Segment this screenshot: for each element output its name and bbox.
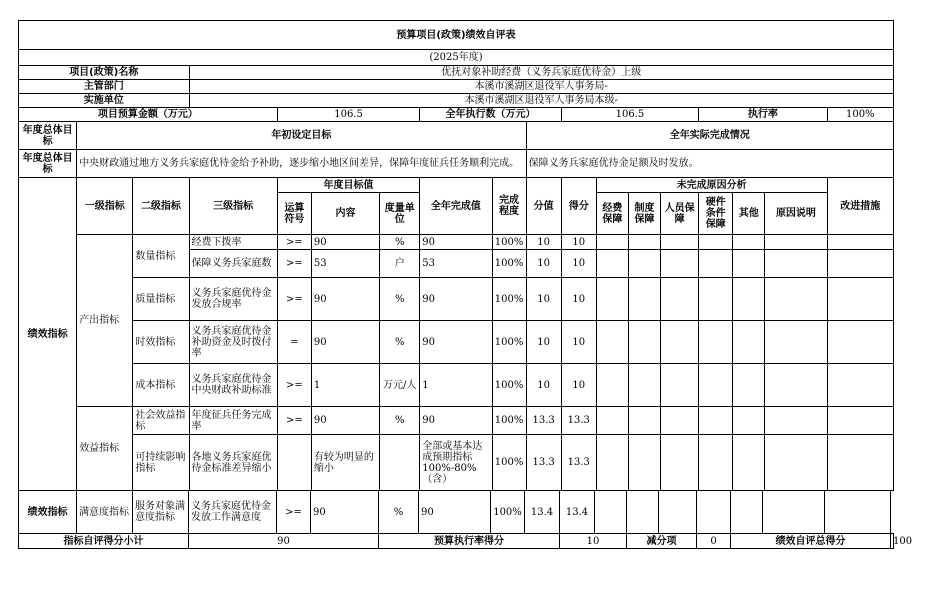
table-cell-unit: %	[379, 491, 419, 534]
table-cell-score: 10	[526, 364, 561, 407]
table-cell	[765, 278, 827, 321]
total-value: 100	[891, 534, 894, 549]
table-cell-l3: 保障义务兵家庭数	[189, 250, 277, 278]
satisfaction-indicator-label: 满意度指标	[77, 491, 133, 534]
table-cell	[827, 364, 893, 407]
table-cell-l3: 经费下拨率	[189, 235, 277, 250]
project-name-label: 项目(政策)名称	[19, 66, 190, 80]
table-cell-actual: 90	[420, 235, 492, 250]
subtotal-label: 指标自评得分小计	[19, 534, 189, 549]
table-cell	[697, 491, 731, 534]
table-cell-content: 有较为明显的缩小	[311, 435, 379, 491]
table-cell-content: 90	[311, 321, 379, 364]
table-cell-degree: 100%	[492, 407, 526, 435]
table-cell	[659, 491, 697, 534]
exec-score-label: 预算执行率得分	[379, 534, 560, 549]
reason-fund-header: 经费保障	[596, 193, 628, 235]
content-header: 内容	[311, 193, 379, 235]
table-cell	[661, 435, 699, 491]
table-cell-actual: 90	[420, 321, 492, 364]
table-cell	[628, 235, 660, 250]
table-cell	[827, 278, 893, 321]
table-cell-actual: 90	[419, 491, 491, 534]
table-cell-l2: 成本指标	[133, 364, 189, 407]
table-cell	[699, 278, 733, 321]
table-cell-degree: 100%	[492, 321, 526, 364]
table-cell-l3: 义务兵家庭优待金发放工作满意度	[189, 491, 277, 534]
table-cell-content: 90	[311, 235, 379, 250]
table-cell	[765, 435, 827, 491]
rate-label: 执行率	[699, 108, 827, 122]
reason-hardware-header: 硬件条件保障	[699, 193, 733, 235]
budget-label: 项目预算金额（万元）	[19, 108, 278, 122]
evaluation-sheet	[18, 20, 913, 549]
table-cell-unit: %	[380, 278, 420, 321]
table-cell	[733, 435, 765, 491]
table-cell	[595, 491, 627, 534]
table-cell	[661, 278, 699, 321]
table-cell	[627, 491, 659, 534]
table-cell	[661, 250, 699, 278]
actual-goal-text: 保障义务兵家庭优待金足额及时发放。	[526, 150, 893, 178]
table-cell-op: >=	[277, 407, 311, 435]
dept-value: 本溪市溪湖区退役军人事务局-	[189, 80, 893, 94]
table-cell	[596, 250, 628, 278]
subtotal-value: 90	[189, 534, 379, 549]
table-cell-unit: 户	[380, 250, 420, 278]
table-cell-degree: 100%	[492, 278, 526, 321]
overall-goal-label: 年度总体目标	[19, 122, 77, 150]
table-cell-op: >=	[277, 235, 311, 250]
reason-system-header: 制度保障	[628, 193, 660, 235]
table-cell	[733, 250, 765, 278]
table-cell-l3: 义务兵家庭优待金补助资金及时拨付率	[189, 321, 277, 364]
table-cell-op: >=	[277, 491, 311, 534]
actual-goal-header: 全年实际完成情况	[526, 122, 893, 150]
exec-label: 全年执行数（万元）	[420, 108, 561, 122]
table-cell	[596, 407, 628, 435]
table-cell	[628, 407, 660, 435]
table-cell	[827, 435, 893, 491]
table-cell-got: 10	[561, 278, 596, 321]
table-cell-got: 13.4	[560, 491, 595, 534]
table-cell	[596, 364, 628, 407]
page-title: 预算项目(政策)绩效自评表	[19, 21, 894, 50]
table-cell	[765, 321, 827, 364]
table-cell-got: 13.3	[561, 407, 596, 435]
table-cell-content: 1	[311, 364, 379, 407]
table-cell	[765, 235, 827, 250]
table-cell-op: >=	[277, 278, 311, 321]
evaluation-table	[18, 20, 894, 491]
table-cell	[733, 235, 765, 250]
table-cell-score: 13.3	[526, 407, 561, 435]
table-cell	[596, 278, 628, 321]
table-cell-l3: 年度征兵任务完成率	[189, 407, 277, 435]
table-cell-actual: 全部或基本达成预期指标100%-80%（含）	[420, 435, 492, 491]
table-cell	[661, 364, 699, 407]
table-cell-got: 10	[561, 235, 596, 250]
l2-header: 二级指标	[133, 178, 189, 235]
table-cell	[827, 235, 893, 250]
budget-value: 106.5	[277, 108, 419, 122]
table-cell	[596, 321, 628, 364]
table-cell-l2: 数量指标	[133, 235, 189, 278]
table-cell-content: 90	[311, 407, 379, 435]
deduct-value: 0	[697, 534, 731, 549]
table-cell	[699, 235, 733, 250]
unit-header: 度量单位	[380, 193, 420, 235]
table-cell	[699, 407, 733, 435]
deduct-label: 减分项	[627, 534, 697, 549]
total-label: 绩效自评总得分	[731, 534, 891, 549]
table-cell-unit	[380, 435, 420, 491]
rate-value: 100%	[827, 108, 893, 122]
table-cell	[628, 250, 660, 278]
l1-header: 一级指标	[77, 178, 133, 235]
table-cell-content: 53	[311, 250, 379, 278]
table-cell-degree: 100%	[492, 435, 526, 491]
table-cell	[699, 435, 733, 491]
op-header: 运算符号	[277, 193, 311, 235]
table-cell-unit: 万元/人	[380, 364, 420, 407]
table-cell	[699, 321, 733, 364]
table-cell-l2: 服务对象满意度指标	[133, 491, 189, 534]
project-name-value: 优抚对象补助经费（义务兵家庭优待金）上级	[189, 66, 893, 80]
exec-score-value: 10	[560, 534, 627, 549]
table-cell-l2: 社会效益指标	[133, 407, 189, 435]
table-cell-l2: 可持续影响指标	[133, 435, 189, 491]
table-cell	[661, 407, 699, 435]
table-cell	[628, 321, 660, 364]
evaluation-table-bottom	[18, 490, 913, 549]
table-cell-op: =	[277, 321, 311, 364]
table-cell-unit: %	[380, 321, 420, 364]
output-indicator-label: 产出指标	[77, 235, 133, 407]
improve-header: 改进措施	[827, 178, 893, 235]
exec-value: 106.5	[561, 108, 698, 122]
benefit-indicator-label: 效益指标	[77, 407, 133, 491]
table-cell	[661, 235, 699, 250]
table-cell-score: 10	[526, 278, 561, 321]
table-cell-score: 10	[526, 250, 561, 278]
reason-header: 未完成原因分析	[596, 178, 827, 193]
table-cell-content: 90	[311, 278, 379, 321]
score-header: 分值	[526, 178, 561, 235]
unit-value: 本溪市溪湖区退役军人事务局本级-	[189, 94, 893, 108]
l3-header: 三级指标	[189, 178, 277, 235]
report-year: (2025年度)	[19, 50, 894, 66]
table-cell-op: >=	[277, 364, 311, 407]
table-cell	[733, 278, 765, 321]
table-cell	[827, 250, 893, 278]
table-cell	[731, 491, 763, 534]
got-header: 得分	[561, 178, 596, 235]
table-cell-actual: 90	[420, 407, 492, 435]
table-cell	[628, 278, 660, 321]
table-cell-l2: 时效指标	[133, 321, 189, 364]
reason-staff-header: 人员保障	[661, 193, 699, 235]
table-cell	[827, 321, 893, 364]
table-cell-degree: 100%	[491, 491, 525, 534]
table-cell	[699, 250, 733, 278]
table-cell-unit: %	[380, 407, 420, 435]
table-cell-degree: 100%	[492, 250, 526, 278]
table-cell	[763, 491, 825, 534]
dept-label: 主管部门	[19, 80, 190, 94]
table-cell-score: 13.4	[525, 491, 560, 534]
table-cell	[596, 435, 628, 491]
table-cell	[699, 364, 733, 407]
table-cell	[628, 435, 660, 491]
table-cell-op	[277, 435, 311, 491]
table-cell-score: 10	[526, 321, 561, 364]
table-cell-actual: 90	[420, 278, 492, 321]
perf-indicator-label: 绩效指标	[19, 178, 77, 491]
table-cell-l2: 质量指标	[133, 278, 189, 321]
table-cell-score: 13.3	[526, 435, 561, 491]
annual-target-header: 年度目标值	[277, 178, 419, 193]
reason-note-header: 原因说明	[765, 193, 827, 235]
table-cell-actual: 53	[420, 250, 492, 278]
table-cell	[733, 321, 765, 364]
table-cell-l3: 各地义务兵家庭优待金标准差异缩小	[189, 435, 277, 491]
table-cell-l3: 义务兵家庭优待金中央财政补助标准	[189, 364, 277, 407]
table-cell-l3: 义务兵家庭优待金发放合规率	[189, 278, 277, 321]
table-cell-unit: %	[380, 235, 420, 250]
table-cell	[733, 364, 765, 407]
perf-indicator-label-2: 绩效指标	[19, 491, 77, 534]
table-cell	[596, 235, 628, 250]
table-cell	[661, 321, 699, 364]
table-cell-got: 10	[561, 321, 596, 364]
table-cell	[825, 491, 891, 534]
table-cell-degree: 100%	[492, 235, 526, 250]
table-cell	[628, 364, 660, 407]
reason-other-header: 其他	[733, 193, 765, 235]
unit-label: 实施单位	[19, 94, 190, 108]
actual-header: 全年完成值	[420, 178, 492, 235]
table-cell	[765, 250, 827, 278]
table-cell	[765, 407, 827, 435]
table-cell-got: 13.3	[561, 435, 596, 491]
table-cell	[765, 364, 827, 407]
table-cell-content: 90	[311, 491, 379, 534]
table-cell-score: 10	[526, 235, 561, 250]
initial-goal-text: 中央财政通过地方义务兵家庭优待金给予补助，逐步缩小地区间差异，保障年度征兵任务顺利完成。	[77, 150, 526, 178]
table-cell-actual: 1	[420, 364, 492, 407]
table-cell-got: 10	[561, 364, 596, 407]
table-cell	[733, 407, 765, 435]
table-cell-got: 10	[561, 250, 596, 278]
overall-goal-row-label: 年度总体目标	[19, 150, 77, 178]
table-cell-op: >=	[277, 250, 311, 278]
table-cell-degree: 100%	[492, 364, 526, 407]
table-cell	[827, 407, 893, 435]
initial-goal-header: 年初设定目标	[77, 122, 526, 150]
degree-header: 完成程度	[492, 178, 526, 235]
